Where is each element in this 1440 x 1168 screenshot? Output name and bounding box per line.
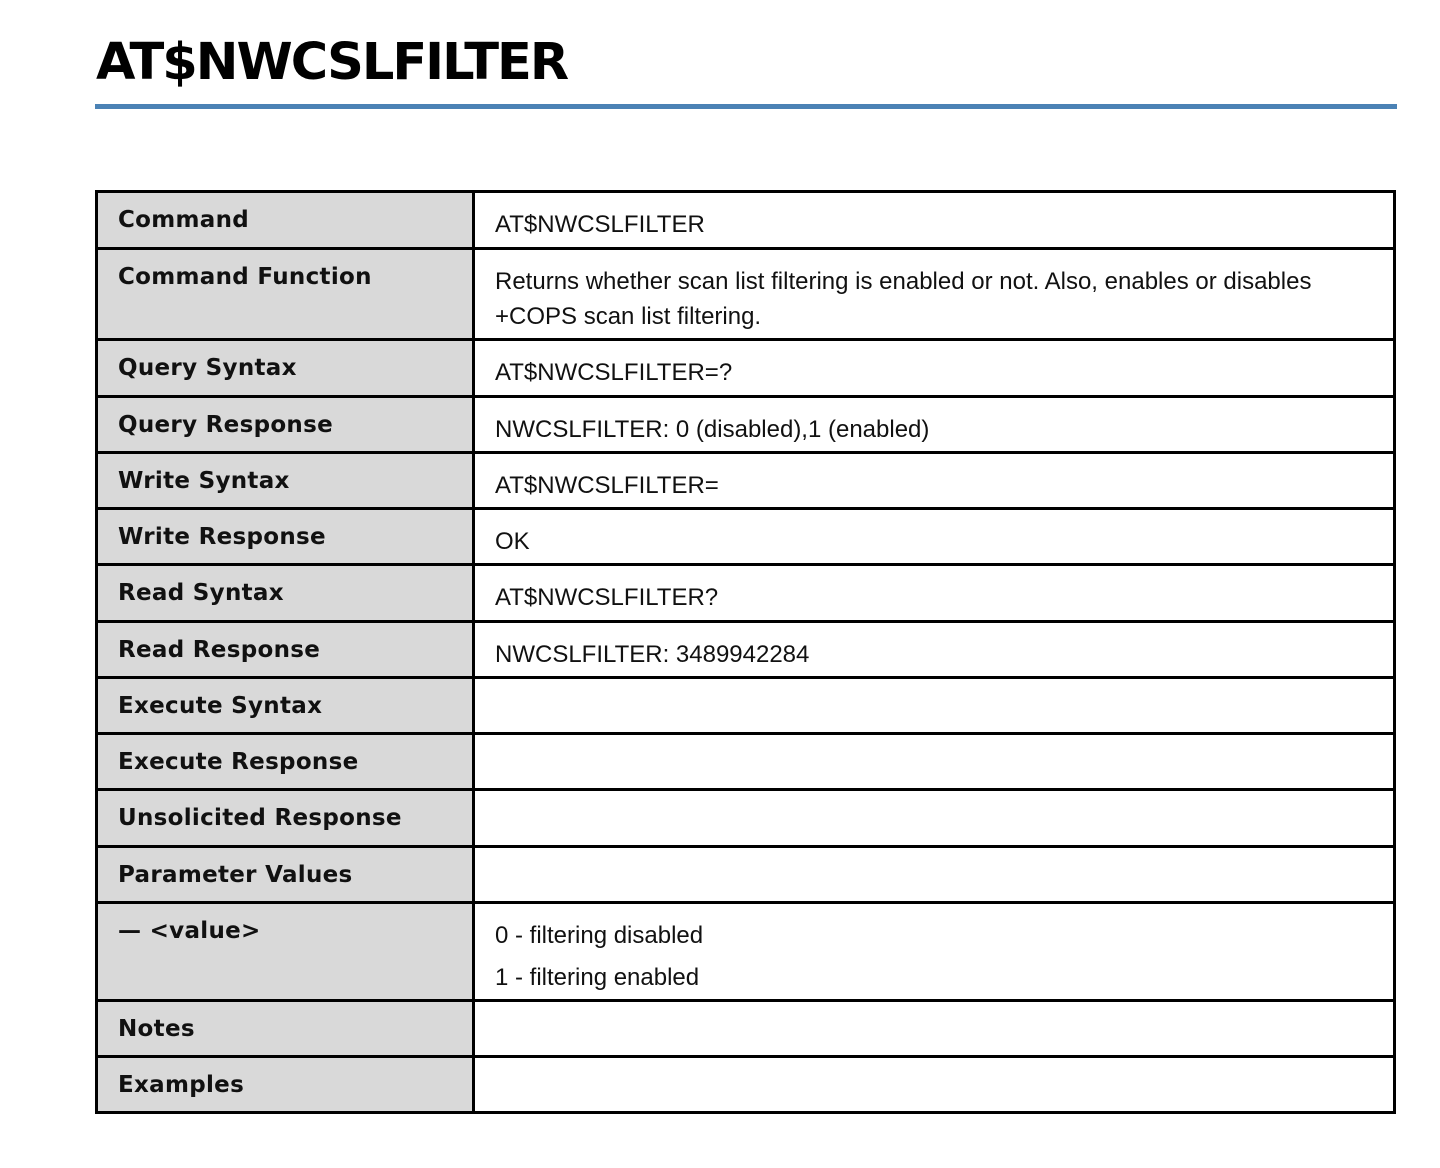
table-row: [97, 453, 1395, 509]
value-line: AT$NWCSLFILTER?: [495, 584, 719, 611]
value-line: NWCSLFILTER: 0 (disabled),1 (enabled): [495, 416, 930, 443]
table-row: [97, 847, 1395, 903]
row-label: Query Response: [97, 397, 474, 453]
row-value: [474, 397, 1395, 453]
row-label: Unsolicited Response: [97, 790, 474, 847]
row-value: [474, 790, 1395, 847]
row-value: [474, 340, 1395, 397]
row-value: [474, 1001, 1395, 1057]
table-row: [97, 509, 1395, 565]
row-value: [474, 847, 1395, 903]
row-label: Query Syntax: [97, 340, 474, 397]
table-row: [97, 565, 1395, 622]
row-label: Write Response: [97, 509, 474, 565]
row-value: [474, 453, 1395, 509]
table-row: [97, 734, 1395, 790]
row-value: [474, 565, 1395, 622]
table-row: [97, 678, 1395, 734]
row-label: Command Function: [97, 249, 474, 340]
table-row: [97, 1001, 1395, 1057]
row-value: [474, 509, 1395, 565]
command-spec-table: [95, 190, 1396, 1114]
row-label: Command: [97, 192, 474, 249]
row-label: Read Syntax: [97, 565, 474, 622]
row-label: Examples: [97, 1057, 474, 1113]
row-label: Notes: [97, 1001, 474, 1057]
value-line: 0 - filtering disabled: [495, 922, 704, 949]
row-label: Read Response: [97, 622, 474, 678]
row-label: Write Syntax: [97, 453, 474, 509]
row-value: [474, 903, 1395, 1001]
row-value: [474, 249, 1395, 340]
row-label: Execute Response: [97, 734, 474, 790]
value-line: AT$NWCSLFILTER: [495, 211, 705, 238]
row-value: [474, 1057, 1395, 1113]
value-line: AT$NWCSLFILTER=: [495, 472, 719, 499]
row-value: [474, 622, 1395, 678]
row-label: Parameter Values: [97, 847, 474, 903]
row-value: [474, 734, 1395, 790]
value-line: AT$NWCSLFILTER=?: [495, 359, 733, 386]
table-row: [97, 249, 1395, 340]
table-row: [97, 790, 1395, 847]
value-line: 1 - filtering enabled: [495, 964, 700, 991]
value-line: Returns whether scan list filtering is enabled or not. Also, enables or disables +COPS scan list filtering.: [495, 268, 1312, 330]
row-label: — <value>: [97, 903, 474, 1001]
table-row: [97, 192, 1395, 249]
page-title: AT$NWCSLFILTER: [96, 33, 568, 92]
table-row: [97, 397, 1395, 453]
table-row: [97, 1057, 1395, 1113]
row-value: [474, 192, 1395, 249]
row-label: Execute Syntax: [97, 678, 474, 734]
table-row: [97, 622, 1395, 678]
table-row: [97, 903, 1395, 1001]
table-row: [97, 340, 1395, 397]
value-line: OK: [495, 528, 530, 555]
value-line: NWCSLFILTER: 3489942284: [495, 641, 810, 668]
row-value: [474, 678, 1395, 734]
title-underline: [95, 104, 1397, 109]
